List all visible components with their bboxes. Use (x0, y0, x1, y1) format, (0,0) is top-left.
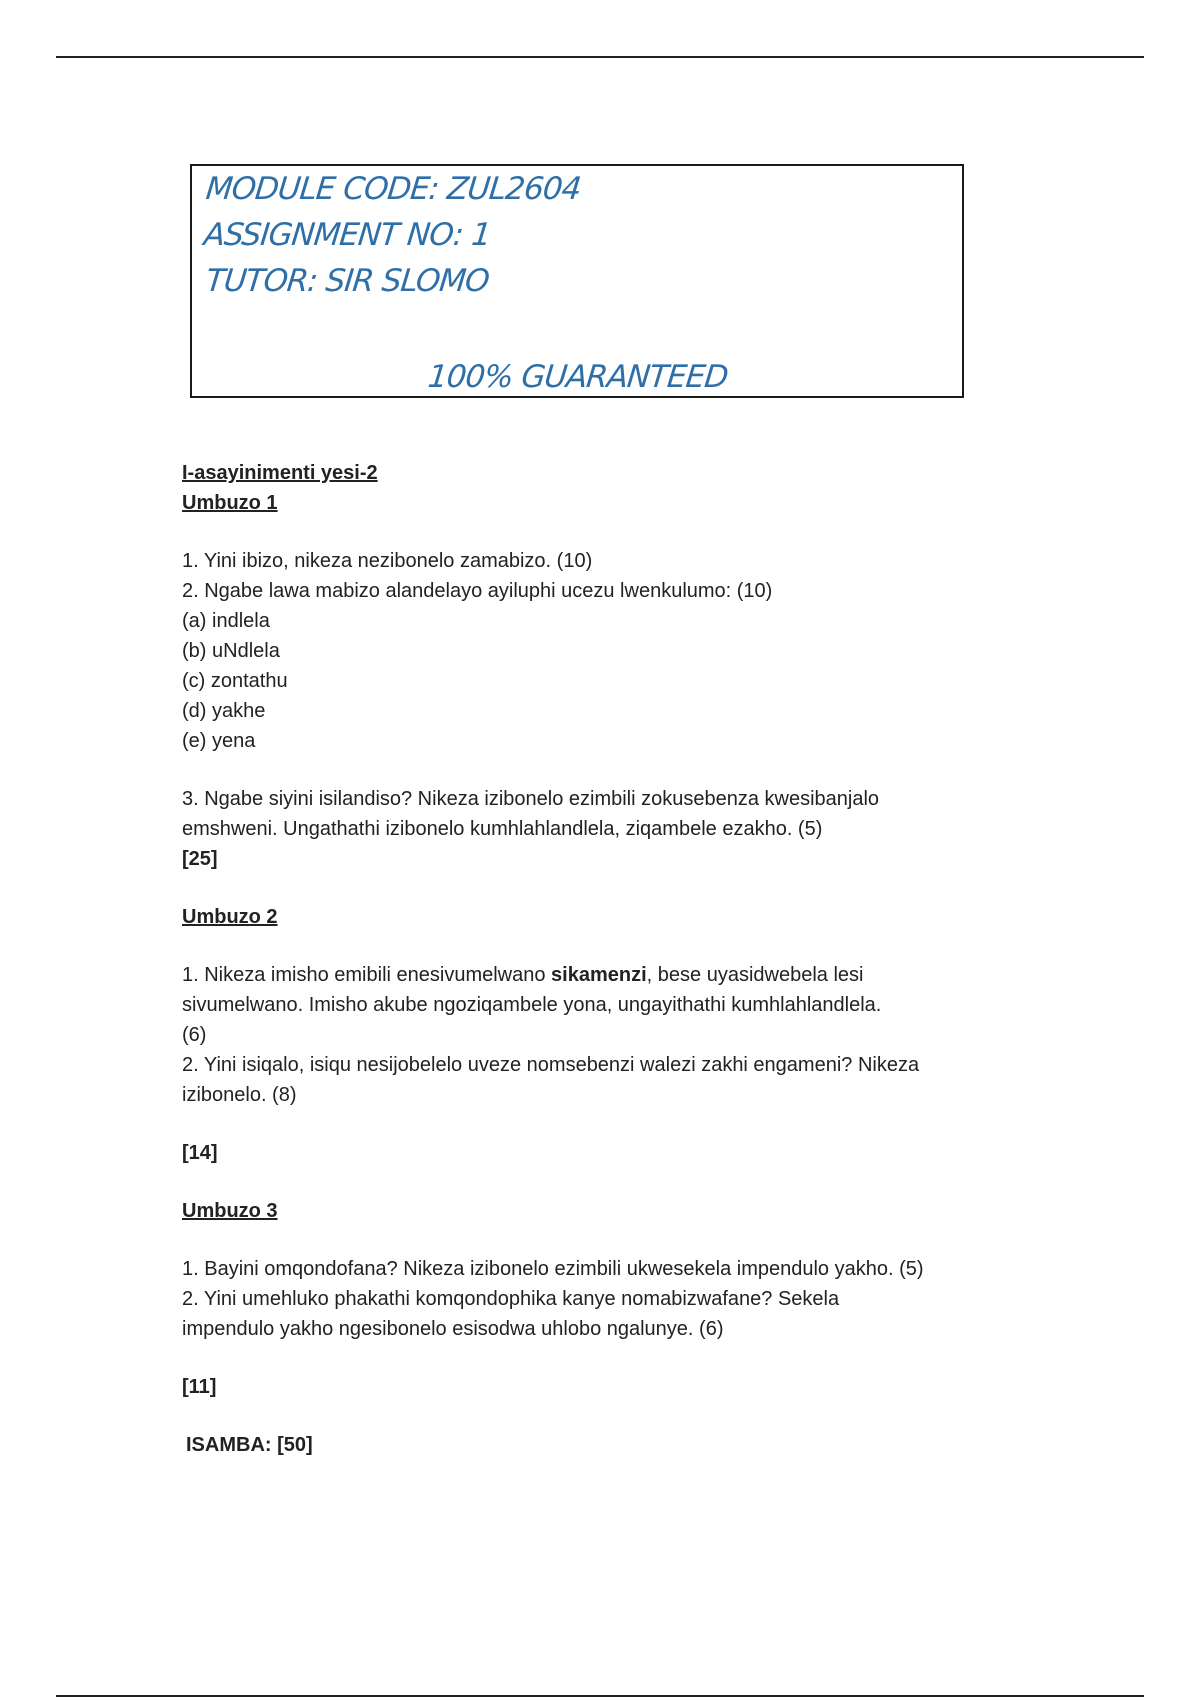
q3-total: [11] (182, 1376, 217, 1398)
guarantee-text: 100% GUARANTEED (426, 359, 730, 395)
module-code: MODULE CODE: ZUL2604 (204, 171, 583, 207)
header-box (190, 164, 964, 398)
q2-item-1-line-1 (182, 960, 1062, 990)
q3-item-1: 1. Bayini omqondofana? Nikeza izibonelo ezimbili ukwesekela impendulo yakho. (5) (182, 1258, 924, 1280)
q1-item-1: 1. Yini ibizo, nikeza nezibonelo zamabizo. (10) (182, 550, 593, 572)
grand-total: ISAMBA: [50] (186, 1434, 313, 1456)
q1-option-c: (c) zontathu (182, 670, 288, 692)
q3-item-2-line-1: 2. Yini umehluko phakathi komqondophika kanye nomabizwafane? Sekela (182, 1288, 840, 1310)
q2-item-1-marks: (6) (182, 1024, 207, 1046)
question-1-heading: Umbuzo 1 (182, 492, 278, 514)
q1-option-e: (e) yena (182, 730, 256, 752)
q1-option-b: (b) uNdlela (182, 640, 280, 662)
assignment-number: ASSIGNMENT NO: 1 (202, 217, 493, 253)
question-2-heading: Umbuzo 2 (182, 906, 278, 928)
q2-item-2-line-1: 2. Yini isiqalo, isiqu nesijobelelo uveze nomsebenzi walezi zakhi engameni? Nikeza (182, 1054, 920, 1076)
q1-item-2: 2. Ngabe lawa mabizo alandelayo ayiluphi ucezu lwenkulumo: (10) (182, 580, 773, 602)
q1-item-3-line-2: emshweni. Ungathathi izibonelo kumhlahlandlela, ziqambele ezakho. (5) (182, 818, 823, 840)
q1-option-d: (d) yakhe (182, 700, 266, 722)
q2-item-1-text-end: , bese uyasidwebela lesi (646, 964, 864, 986)
q3-item-2-line-2: impendulo yakho ngesibonelo esisodwa uhlobo ngalunye. (6) (182, 1318, 724, 1340)
document-title: I-asayinimenti yesi-2 (182, 462, 378, 484)
q2-item-1-line-2: sivumelwano. Imisho akube ngoziqambele yona, ungayithathi kumhlahlandlela. (182, 994, 882, 1016)
q1-item-3-line-1: 3. Ngabe siyini isilandiso? Nikeza izibonelo ezimbili zokusebenza kwesibanjalo (182, 788, 880, 810)
q1-option-a: (a) indlela (182, 610, 270, 632)
bottom-rule (56, 1695, 1144, 1697)
tutor-name: TUTOR: SIR SLOMO (204, 263, 491, 299)
q1-total: [25] (182, 848, 218, 870)
top-rule (56, 56, 1144, 58)
q2-total: [14] (182, 1142, 218, 1164)
document-body (182, 458, 1062, 1460)
question-3-heading: Umbuzo 3 (182, 1200, 278, 1222)
q2-item-1-bold-term: sikamenzi (551, 964, 647, 986)
q2-item-2-line-2: izibonelo. (8) (182, 1084, 297, 1106)
q2-item-1-text: 1. Nikeza imisho emibili enesivumelwano (182, 964, 552, 986)
